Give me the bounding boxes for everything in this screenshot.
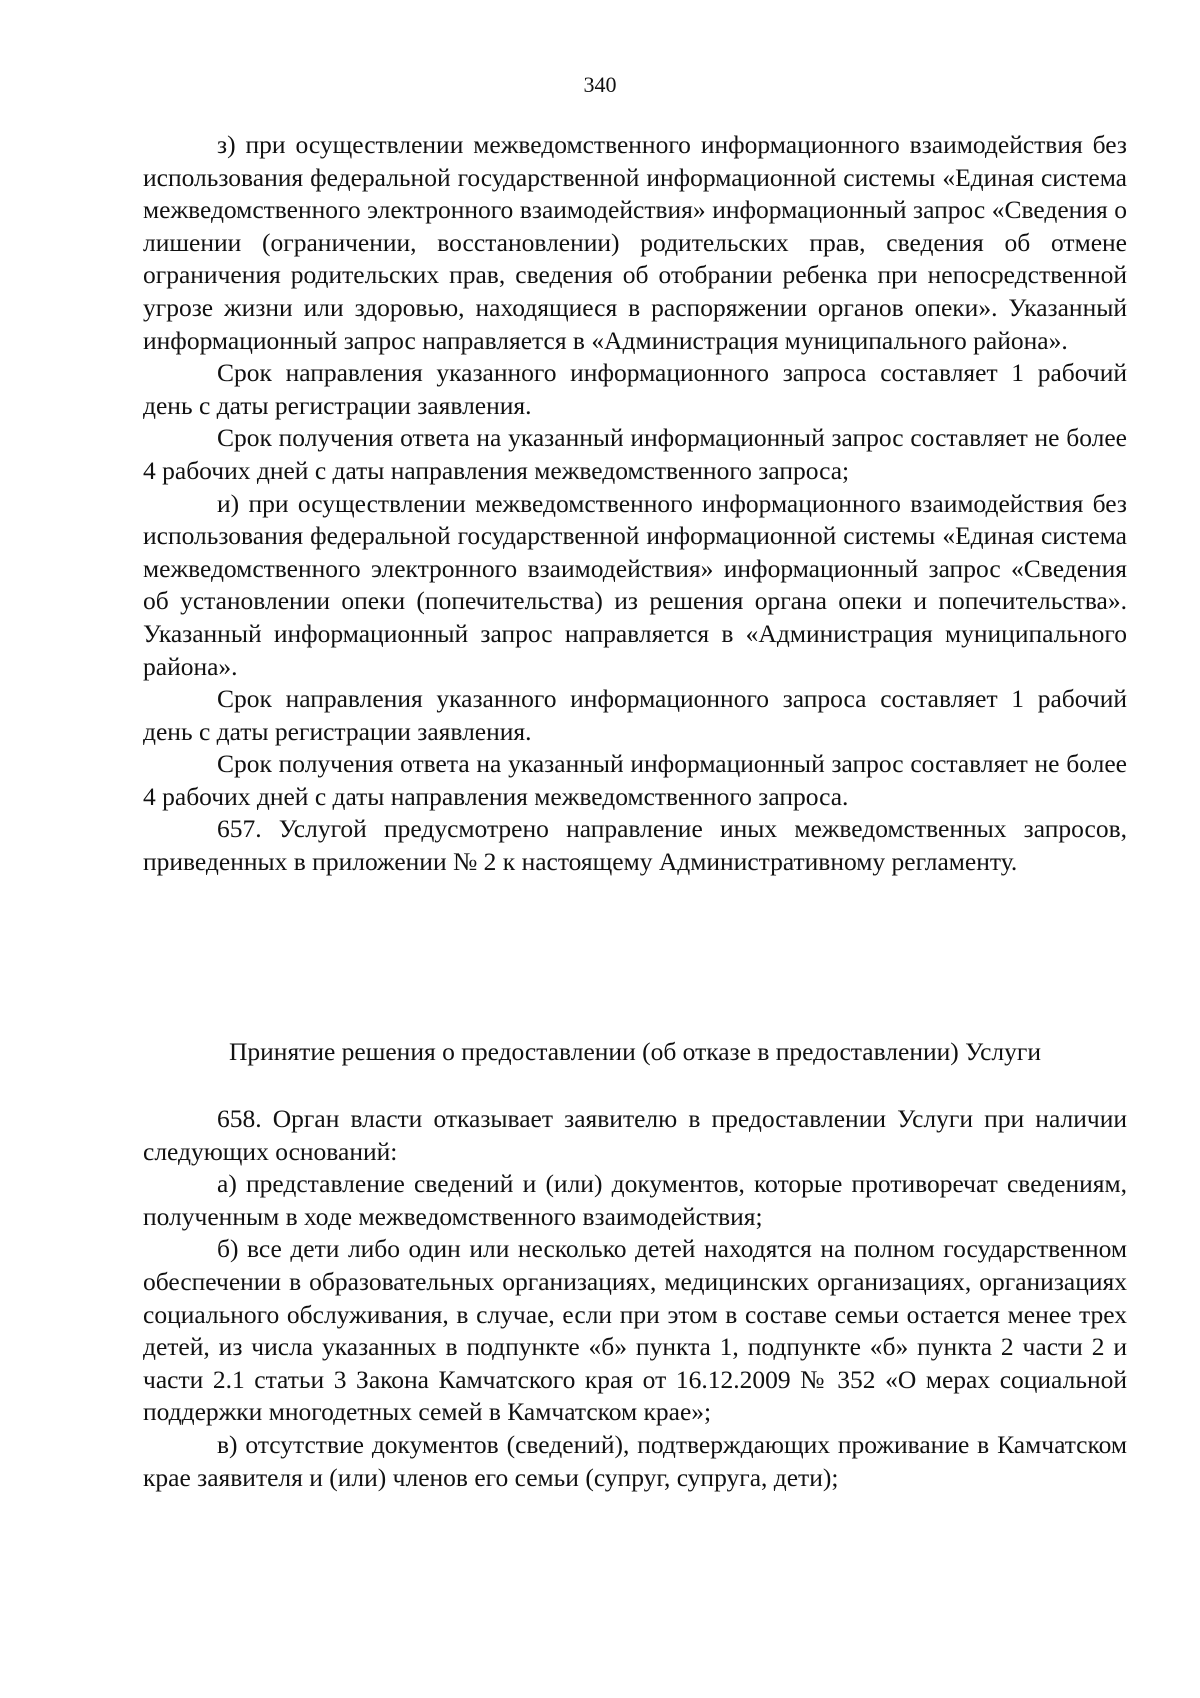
page-number: 340: [583, 72, 617, 97]
paragraph-658: 658. Орган власти отказывает заявителю в предоставлении Услуги при наличии следующих оснований:: [143, 1104, 1127, 1166]
section-heading: Принятие решения о предоставлении (об отказе в предоставлении) Услуги: [228, 1037, 1042, 1066]
paragraph-658-v: в) отсутствие документов (сведений), подтверждающих проживание в Камчатском крае заявителя и (или) членов его семьи (супруг, супруга, дети);: [143, 1429, 1127, 1492]
paragraph-i-deadline-reply: Срок получения ответа на указанный информационный запрос составляет не более 4 рабочих дней с даты направления межведомственного запроса.: [143, 749, 1127, 811]
paragraph-658-b: б) все дети либо один или несколько детей находятся на полном государственном обеспечении в образовательных организациях, медицинских организациях, организациях социального обслуживания, в случае, если при этом в составе семьи остается менее трех детей, из числа указанных в подпункте «б» пункта 1, подпункте «б» пункта 2 части 2 и части 2.1 статьи 3 Закона Камчатского края от 16.12.2009 № 352 «О мерах социальной поддержки многодетных семей в Камчатском крае»;: [143, 1234, 1127, 1427]
paragraph-658-a: а) представление сведений и (или) документов, которые противоречат сведениям, полученным в ходе межведомственного взаимодействия;: [143, 1169, 1127, 1231]
body-text-bottom: [143, 1103, 1127, 1494]
body-text-top: [143, 129, 1127, 879]
paragraph-z-deadline-send: Срок направления указанного информационного запроса составляет 1 рабочий день с даты регистрации заявления.: [143, 358, 1127, 420]
paragraph-z-deadline-reply: Срок получения ответа на указанный информационный запрос составляет не более 4 рабочих дней с даты направления межведомственного запроса;: [143, 423, 1127, 485]
paragraph-z: з) при осуществлении межведомственного информационного взаимодействия без использования федеральной государственной информационной системы «Единая система межведомственного электронного взаимодействия» информационный запрос «Сведения о лишении (ограничении, восстановлении) родительских прав, сведения об отмене ограничения родительских прав, сведения об отобрании ребенка при непосредственной угрозе жизни или здоровью, находящиеся в распоряжении органов опеки». Указанный информационный запрос направляется в «Администрация муниципального района».: [143, 130, 1127, 355]
paragraph-i: и) при осуществлении межведомственного информационного взаимодействия без использования федеральной государственной информационной системы «Единая система межведомственного электронного взаимодействия» информационный запрос «Сведения об установлении опеки (попечительства) из решения органа опеки и попечительства». Указанный информационный запрос направляется в «Администрация муниципального района».: [143, 488, 1127, 681]
paragraph-657: 657. Услугой предусмотрено направление иных межведомственных запросов, приведенных в приложении № 2 к настоящему Административному регламенту.: [143, 814, 1127, 877]
paragraph-i-deadline-send: Срок направления указанного информационного запроса составляет 1 рабочий день с даты регистрации заявления.: [143, 684, 1127, 746]
